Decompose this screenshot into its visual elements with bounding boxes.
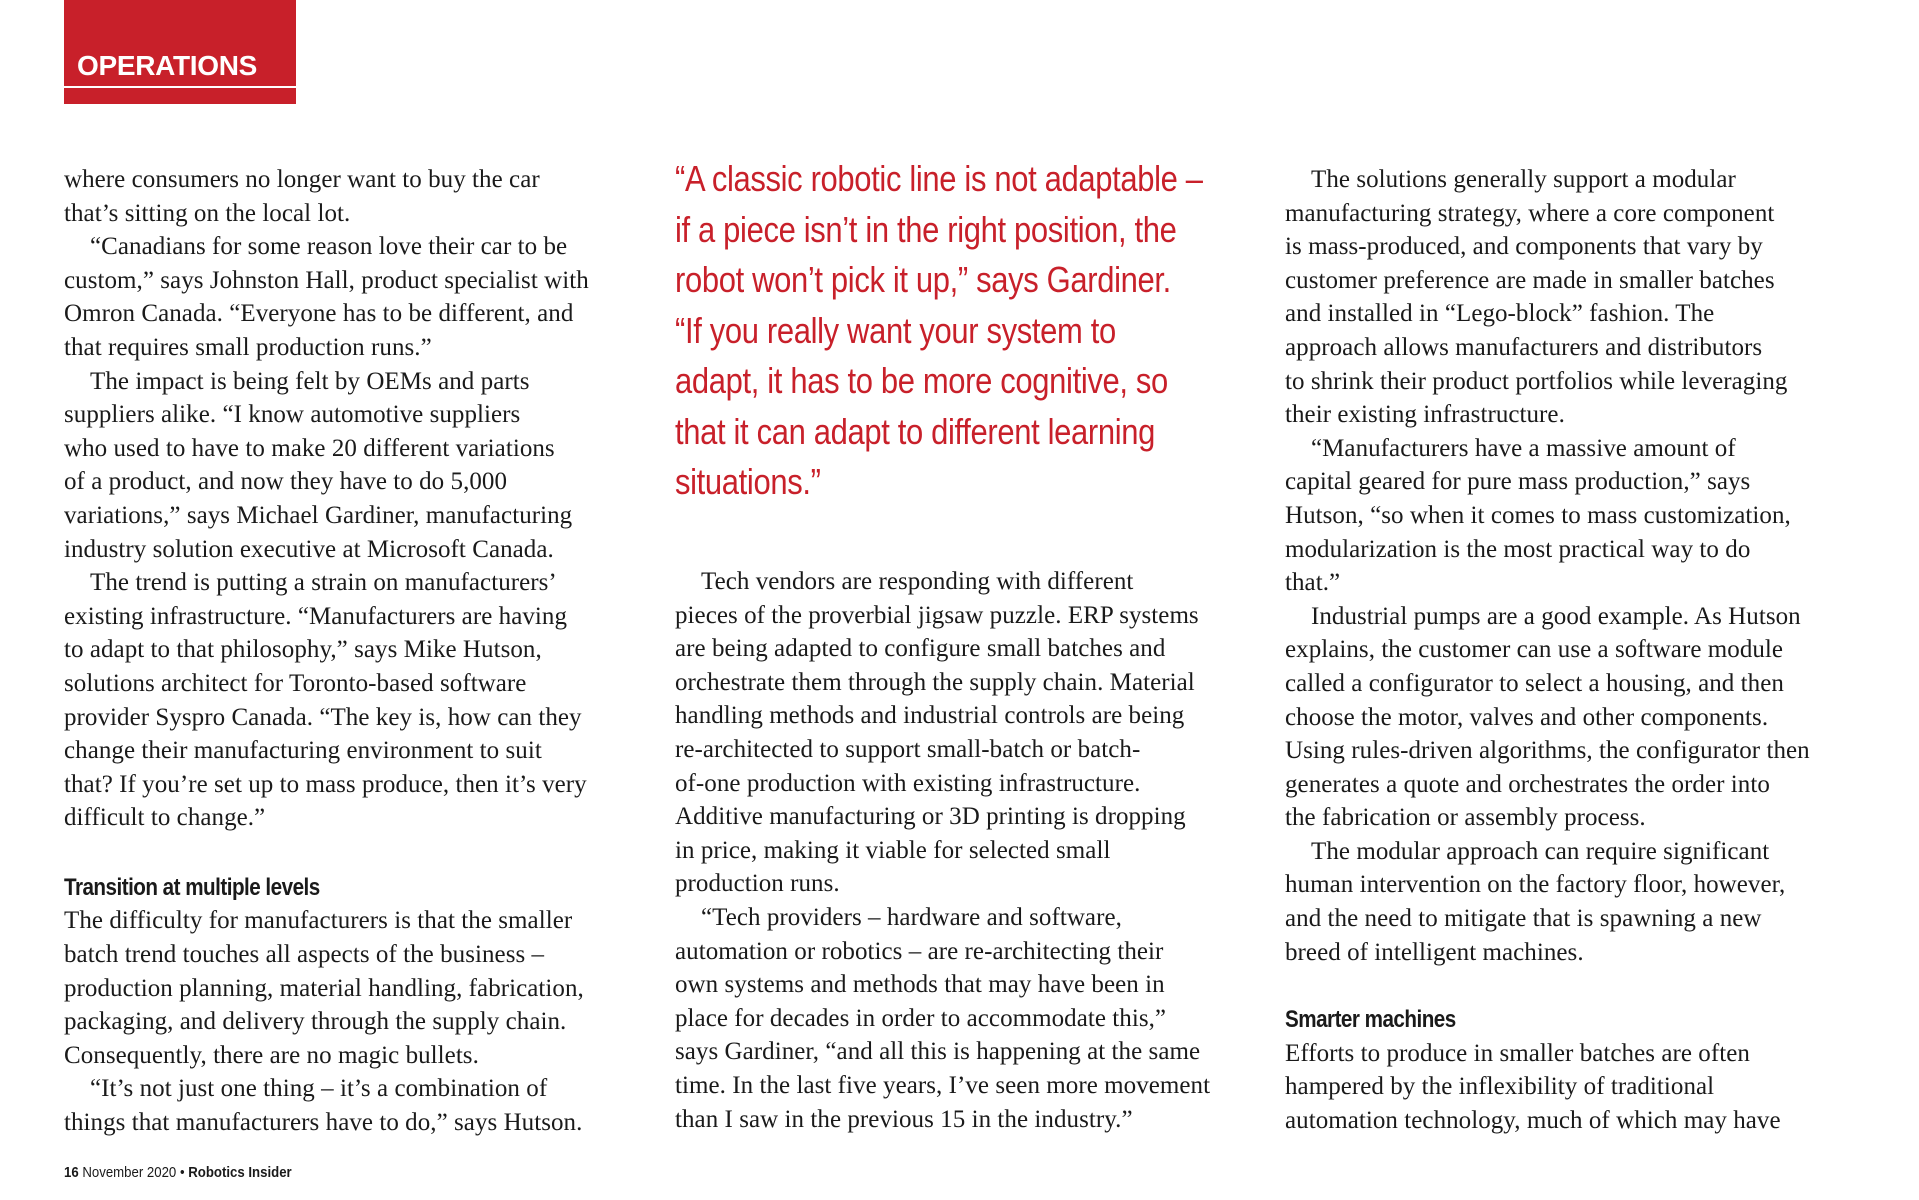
body-line: handling methods and industrial controls are being <box>675 702 1185 730</box>
page-number: 16 <box>64 1164 79 1181</box>
body-line: in price, making it viable for selected small <box>675 836 1111 864</box>
body-line: than I saw in the previous 15 in the industry.” <box>675 1105 1133 1133</box>
body-line: provider Syspro Canada. “The key is, how can they <box>64 703 582 731</box>
right-column <box>1285 163 1885 1138</box>
body-line: are being adapted to configure small batches and <box>675 635 1166 663</box>
body-line: hampered by the inflexibility of traditional <box>1285 1073 1715 1101</box>
body-line: human intervention on the factory floor, however, <box>1285 871 1786 899</box>
footer-separator: • <box>179 1164 185 1181</box>
body-line: industry solution executive at Microsoft Canada. <box>64 535 554 563</box>
issue-date: November 2020 <box>82 1164 177 1181</box>
body-line: production runs. <box>675 870 840 898</box>
body-line: manufacturing strategy, where a core component <box>1285 199 1775 227</box>
body-line: “Manufacturers have a massive amount of <box>1311 434 1736 462</box>
body-line: place for decades in order to accommodate this,” <box>675 1004 1167 1032</box>
body-line: orchestrate them through the supply chain. Material <box>675 668 1195 696</box>
body-line: The modular approach can require significant <box>1311 837 1770 865</box>
pull-quote-line: robot won’t pick it up,” says Gardiner. <box>675 259 1171 300</box>
body-line: Using rules-driven algorithms, the configurator then <box>1285 737 1810 765</box>
body-line: re-architected to support small-batch or batch- <box>675 735 1141 763</box>
body-line: their existing infrastructure. <box>1285 401 1565 429</box>
body-line: that.” <box>1285 569 1341 597</box>
body-line: own systems and methods that may have been in <box>675 971 1165 999</box>
publication-name: Robotics Insider <box>188 1164 292 1181</box>
body-line: Efforts to produce in smaller batches are often <box>1285 1039 1750 1067</box>
body-line: Industrial pumps are a good example. As Hutson <box>1311 602 1801 630</box>
subhead-smarter-machines: Smarter machines <box>1285 1006 1456 1034</box>
body-line: and installed in “Lego-block” fashion. The <box>1285 300 1715 328</box>
body-line: breed of intelligent machines. <box>1285 938 1584 966</box>
body-line: variations,” says Michael Gardiner, manufacturing <box>64 501 573 529</box>
pull-quote-line: “A classic robotic line is not adaptable – <box>675 158 1203 199</box>
pull-quote <box>675 154 1275 508</box>
body-line: capital geared for pure mass production,” says <box>1285 468 1751 496</box>
body-line: change their manufacturing environment to suit <box>64 737 542 765</box>
body-line: packaging, and delivery through the supply chain. <box>64 1008 567 1036</box>
section-gap <box>1285 969 1885 1003</box>
body-line: existing infrastructure. “Manufacturers are having <box>64 602 567 630</box>
body-line: The solutions generally support a modular <box>1311 166 1736 193</box>
body-line: where consumers no longer want to buy the car <box>64 166 540 193</box>
body-line: to shrink their product portfolios while leveraging <box>1285 367 1788 395</box>
body-line: “Tech providers – hardware and software, <box>701 903 1122 931</box>
page-footer <box>64 1164 292 1181</box>
pull-quote-line: that it can adapt to different learning <box>675 410 1156 452</box>
body-line: custom,” says Johnston Hall, product specialist with <box>64 266 589 294</box>
body-line: The trend is putting a strain on manufacturers’ <box>90 569 557 597</box>
body-line: called a configurator to select a housing, and then <box>1285 669 1784 697</box>
body-line: of-one production with existing infrastructure. <box>675 769 1141 797</box>
body-line: is mass-produced, and components that vary by <box>1285 233 1763 261</box>
pull-quote-line: “If you really want your system to <box>675 309 1116 351</box>
body-line: Consequently, there are no magic bullets. <box>64 1041 479 1069</box>
body-line: that’s sitting on the local lot. <box>64 199 351 227</box>
body-line: time. In the last five years, I’ve seen more movement <box>675 1071 1211 1099</box>
subhead-transition: Transition at multiple levels <box>64 873 320 901</box>
body-line: that requires small production runs.” <box>64 333 432 361</box>
body-line: to adapt to that philosophy,” says Mike Hutson, <box>64 636 542 664</box>
body-line: The impact is being felt by OEMs and parts <box>90 367 530 395</box>
body-line: Tech vendors are responding with different <box>701 568 1134 595</box>
section-label: OPERATIONS <box>77 50 258 81</box>
body-line: customer preference are made in smaller batches <box>1285 266 1775 294</box>
body-line: automation or robotics – are re-architecting their <box>675 937 1164 965</box>
body-line: “It’s not just one thing – it’s a combination of <box>90 1075 548 1103</box>
pull-quote-line: adapt, it has to be more cognitive, so <box>675 360 1168 401</box>
body-line: batch trend touches all aspects of the business – <box>64 941 545 969</box>
body-line: and the need to mitigate that is spawning a new <box>1285 905 1762 933</box>
body-line: Hutson, “so when it comes to mass customization, <box>1285 501 1791 529</box>
body-line: the fabrication or assembly process. <box>1285 804 1646 832</box>
section-tab <box>64 0 296 104</box>
body-line: modularization is the most practical way to do <box>1285 535 1751 563</box>
middle-column <box>675 565 1275 1136</box>
body-line: says Gardiner, “and all this is happening at the same <box>675 1038 1201 1066</box>
body-line: solutions architect for Toronto-based software <box>64 669 527 697</box>
body-line: approach allows manufacturers and distributors <box>1285 333 1763 361</box>
pull-quote-line: situations.” <box>675 461 821 502</box>
body-line: automation technology, much of which may have <box>1285 1107 1781 1135</box>
body-line: suppliers alike. “I know automotive suppliers <box>64 401 521 429</box>
section-tab-rule <box>64 86 296 88</box>
body-line: production planning, material handling, fabrication, <box>64 974 584 1002</box>
body-line: that? If you’re set up to mass produce, then it’s very <box>64 770 587 798</box>
body-line: difficult to change.” <box>64 804 266 832</box>
body-line: explains, the customer can use a software module <box>1285 636 1784 664</box>
body-line: “Canadians for some reason love their car to be <box>90 233 568 261</box>
body-line: who used to have to make 20 different variations <box>64 434 555 462</box>
body-line: pieces of the proverbial jigsaw puzzle. ERP systems <box>675 601 1199 629</box>
body-line: generates a quote and orchestrates the order into <box>1285 770 1770 798</box>
body-line: Omron Canada. “Everyone has to be different, and <box>64 300 574 328</box>
section-gap <box>64 835 664 871</box>
pull-quote-line: if a piece isn’t in the right position, the <box>675 208 1177 250</box>
body-line: Additive manufacturing or 3D printing is dropping <box>675 803 1186 831</box>
body-line: things that manufacturers have to do,” says Hutson. <box>64 1109 583 1137</box>
body-line: of a product, and now they have to do 5,000 <box>64 468 508 496</box>
body-line: The difficulty for manufacturers is that the smaller <box>64 907 573 935</box>
body-line: choose the motor, valves and other components. <box>1285 703 1769 731</box>
left-column <box>64 163 664 1140</box>
